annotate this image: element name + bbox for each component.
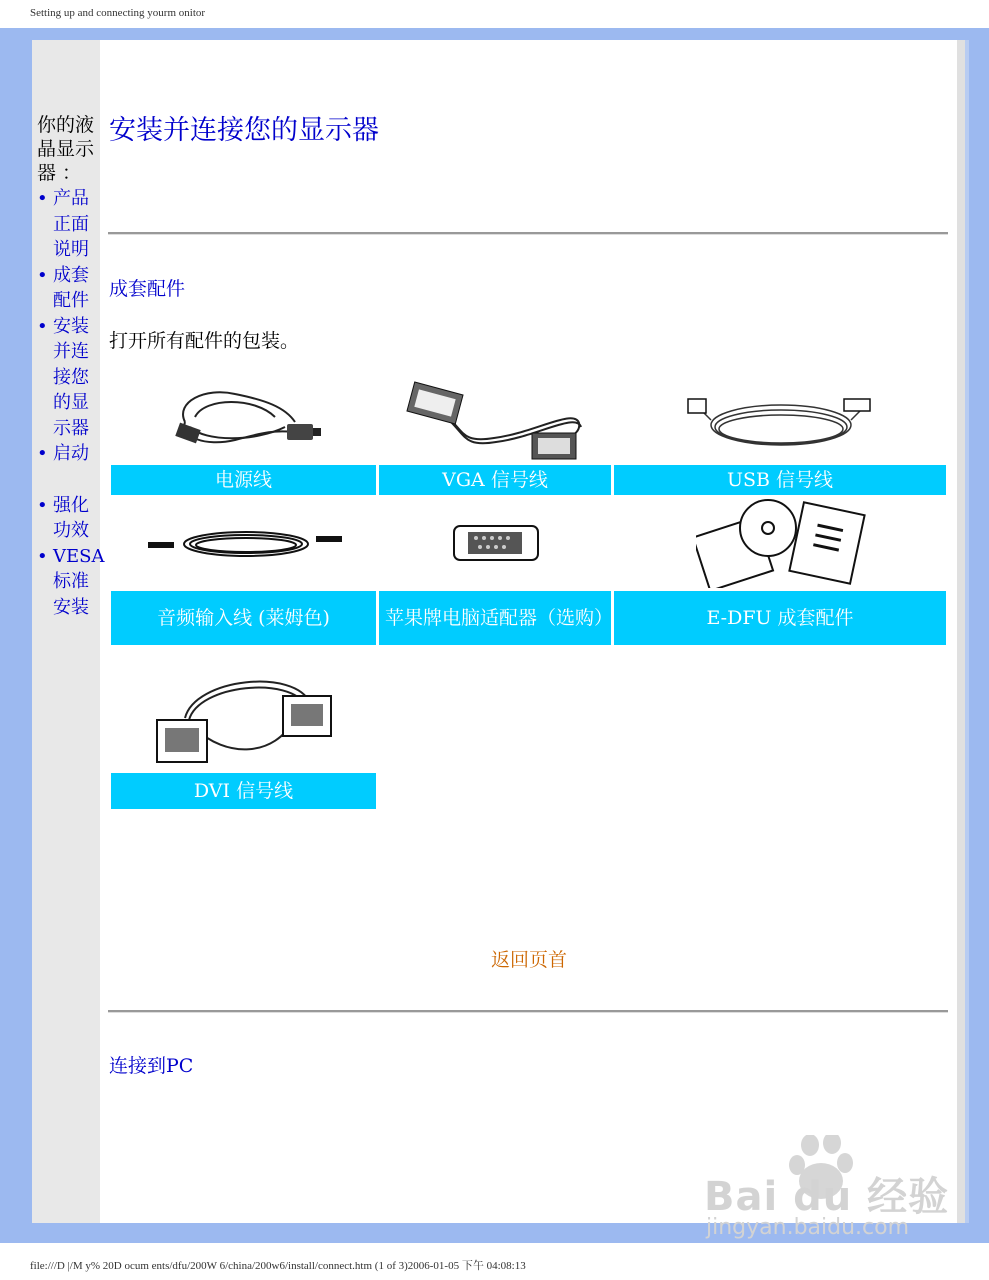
- usb-cable-icon: [686, 385, 876, 455]
- mac-adapter-icon: [448, 518, 544, 566]
- watermark-brand: Bai du 经验: [704, 1174, 950, 1220]
- vga-cable-icon: [404, 378, 584, 462]
- caption-dvi-cable: DVI 信号线: [111, 773, 376, 809]
- sidebar-nav: [37, 186, 105, 620]
- sidebar-item-front-view[interactable]: • 产品正面说明: [37, 186, 99, 263]
- caption-audio-cable: 音频输入线 (莱姆色): [111, 591, 376, 645]
- sidebar-item-vesa[interactable]: • VESA标准安装: [37, 544, 99, 621]
- audio-cable-icon: [146, 520, 344, 568]
- sidebar-item-optimize[interactable]: • 强化功效: [37, 493, 99, 544]
- sidebar-item-accessories[interactable]: • 成套配件: [37, 263, 99, 314]
- section-title-accessories: 成套配件: [109, 278, 186, 300]
- caption-power-cord: 电源线: [111, 465, 376, 495]
- right-border-outer: [965, 40, 969, 1223]
- power-cord-icon: [165, 382, 325, 462]
- back-to-top-link[interactable]: 返回页首: [491, 949, 568, 971]
- sidebar-title: 你的液晶显示器 ：: [37, 114, 95, 184]
- right-border: [957, 40, 965, 1223]
- sidebar-item-setup-connect[interactable]: • 安装并连接您的显示器: [37, 314, 99, 442]
- caption-mac-adapter: 苹果牌电脑适配器（选购）: [379, 591, 611, 645]
- intro-text: 打开所有配件的包装。: [109, 330, 300, 352]
- page-title: 安装并连接您的显示器: [109, 115, 379, 146]
- caption-edfu-kit: E-DFU 成套配件: [614, 591, 946, 645]
- watermark-url: jingyan.baidu.com: [706, 1215, 910, 1240]
- watermark: [700, 1135, 950, 1245]
- divider-bottom: [108, 1010, 948, 1013]
- dvi-cable-icon: [155, 668, 335, 768]
- print-footer: file:///D |/M y% 20D ocum ents/dfu/200W 6/china/200w6/install/connect.htm (1 of 3)2006-01-05 下午 04:08:13: [30, 1260, 526, 1272]
- caption-usb-cable: USB 信号线: [614, 465, 946, 495]
- print-header: Setting up and connecting yourm onitor: [30, 7, 206, 19]
- sidebar-item-getting-started[interactable]: • 启动: [37, 441, 99, 467]
- caption-vga-cable: VGA 信号线: [379, 465, 611, 495]
- section-title-connect-pc[interactable]: 连接到PC: [109, 1055, 194, 1077]
- edfu-kit-icon: [696, 498, 866, 588]
- divider-top: [108, 232, 948, 235]
